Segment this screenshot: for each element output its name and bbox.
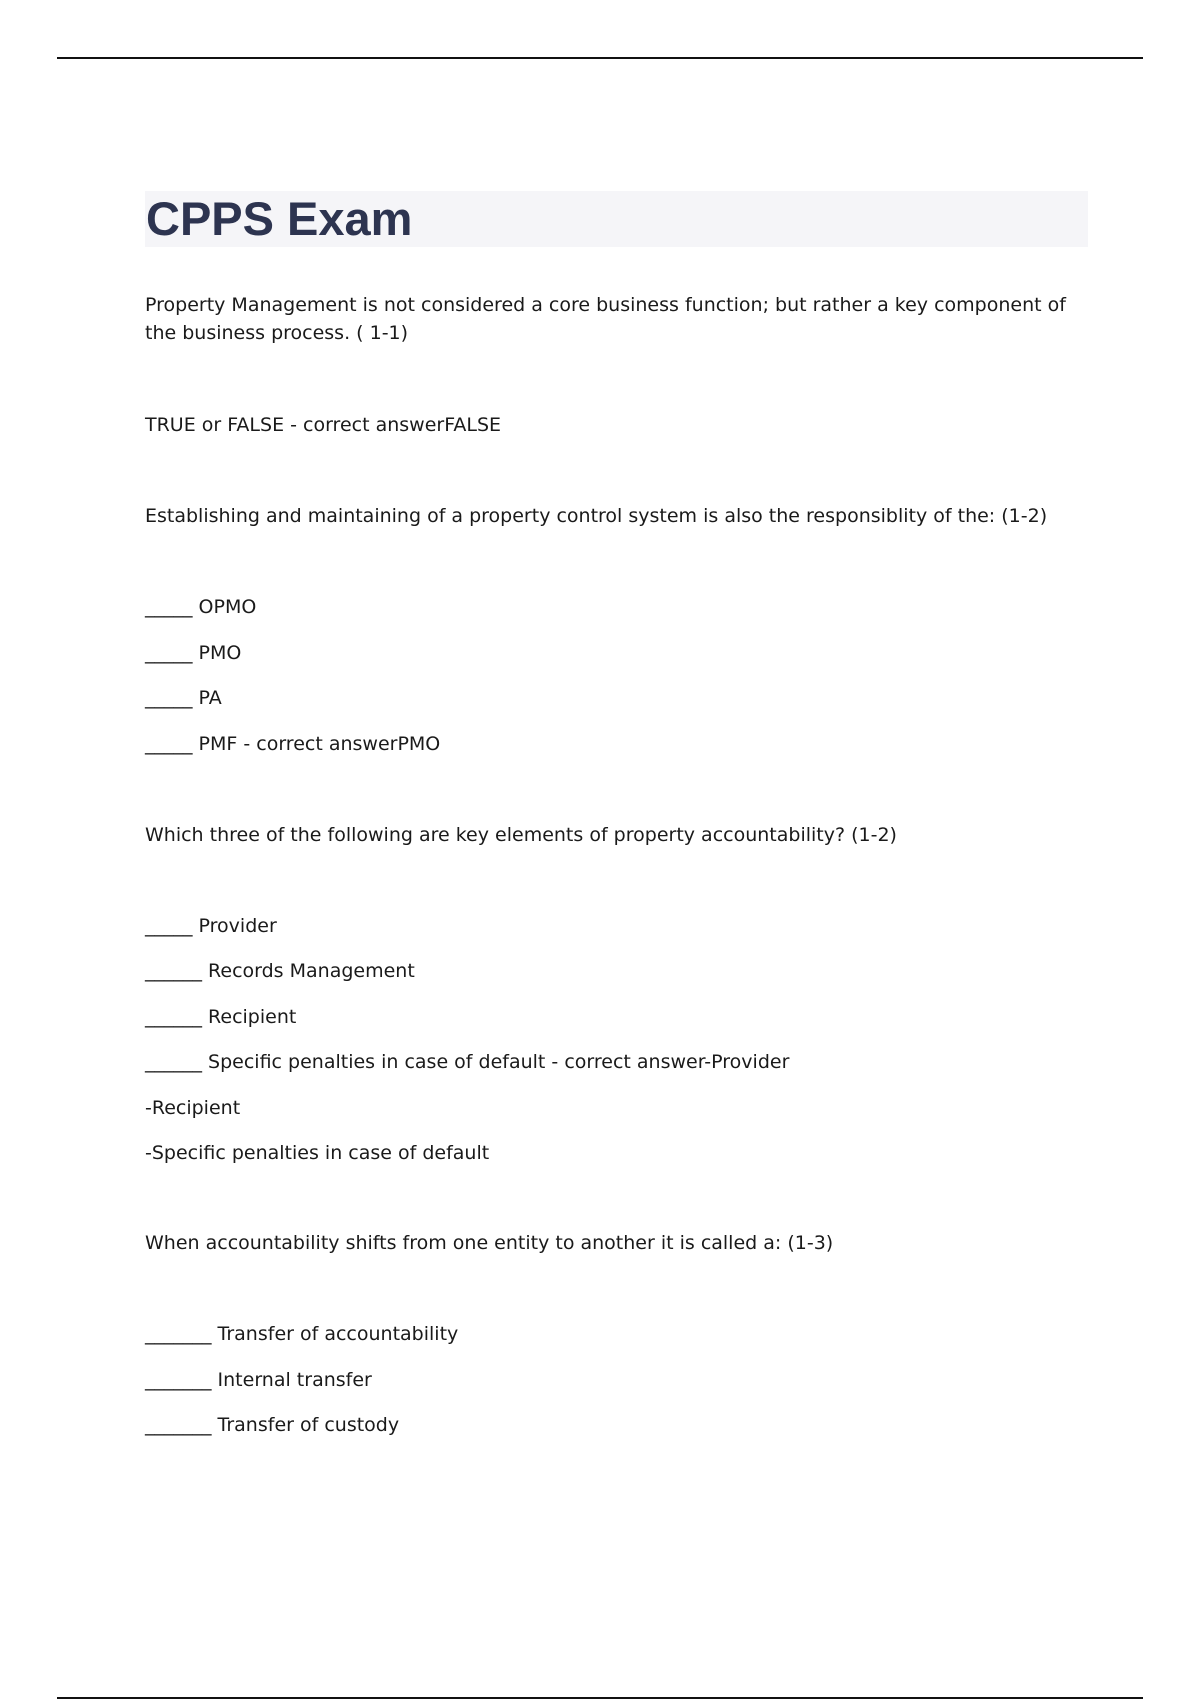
answer-1: TRUE or FALSE - correct answerFALSE [145,414,502,436]
option-item: ______ Recipient [145,1006,297,1028]
option-item: ______ Specific penalties in case of default - correct answer-Provider [145,1051,790,1073]
option-item: _____ PMF - correct answerPMO [145,733,441,755]
answer-continuation: -Recipient [145,1097,241,1119]
option-item: _____ PMO [145,642,242,664]
question-2: Establishing and maintaining of a property control system is also the responsiblity of the: (1-2) [145,505,1048,527]
document-title: CPPS Exam [146,192,413,245]
option-item: _______ Internal transfer [145,1369,372,1391]
option-item: _______ Transfer of accountability [145,1323,459,1345]
option-item: _____ OPMO [145,596,257,618]
answer-continuation: -Specific penalties in case of default [145,1142,490,1164]
option-item: _____ Provider [145,915,277,937]
option-item: _______ Transfer of custody [145,1414,400,1436]
option-item: _____ PA [145,687,222,709]
footer-rule [57,1697,1143,1699]
header-rule [57,57,1143,59]
question-1: Property Management is not considered a core business function; but rather a key component of the business process. ( 1-1) [145,294,1066,344]
question-3: Which three of the following are key elements of property accountability? (1-2) [145,824,897,846]
question-4: When accountability shifts from one entity to another it is called a: (1-3) [145,1232,834,1254]
option-item: ______ Records Management [145,960,415,982]
